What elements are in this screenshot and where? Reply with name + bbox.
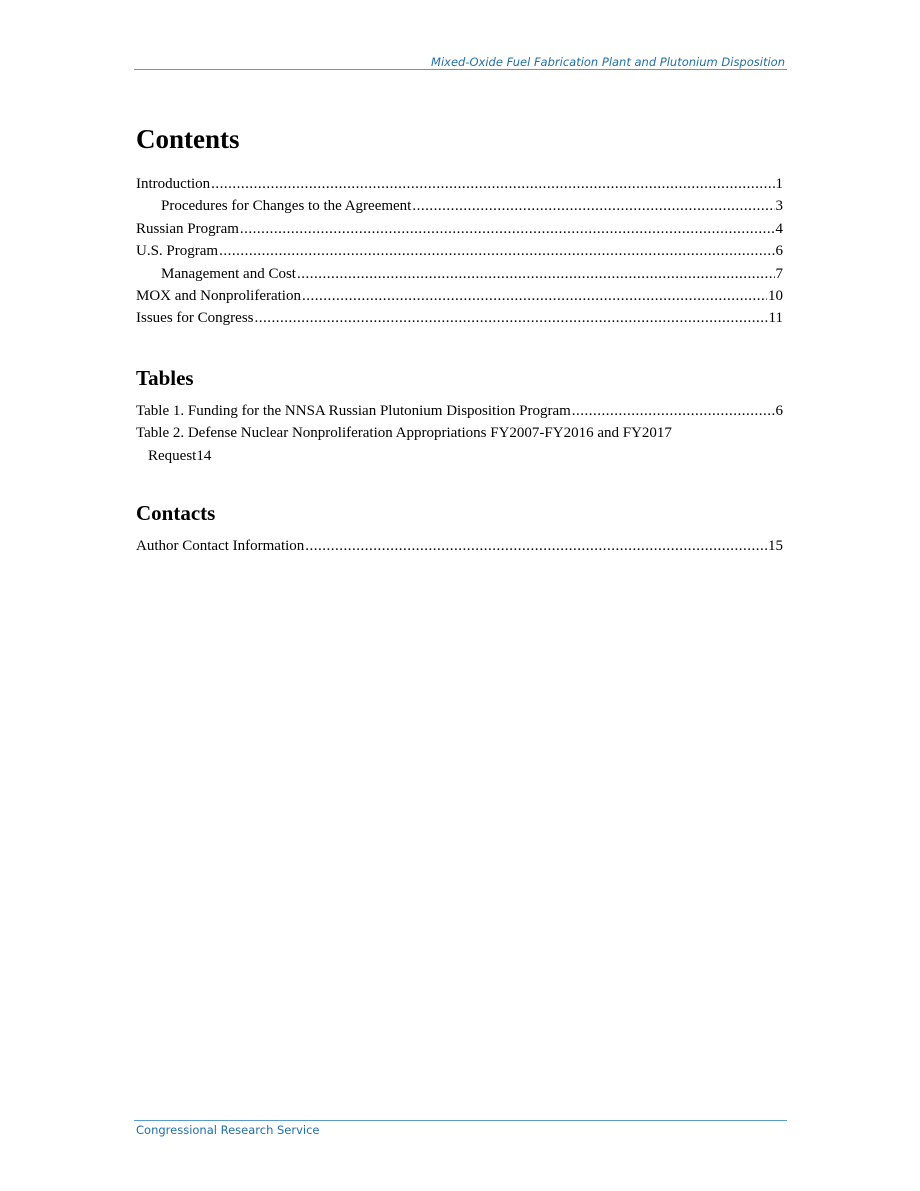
toc-entry-page: 4 [775,220,783,237]
toc-entry-page: 14 [196,447,212,464]
toc-entry-mox-and-nonproliferation[interactable] [136,285,783,307]
toc-entry-page: 11 [768,310,783,327]
toc-entry-page: 15 [768,538,783,554]
toc-entry-russian-program[interactable] [136,218,783,240]
toc-entry-label: MOX and Nonproliferation [136,288,301,305]
footer-divider [134,1120,787,1121]
dot-leader [211,173,774,195]
toc-entry-label: Introduction [136,176,211,192]
toc-entry-table-1[interactable] [136,400,783,422]
dot-leader [305,535,767,557]
toc-entry-continuation [136,445,783,467]
toc-entry-management-and-cost[interactable] [136,263,783,285]
dot-leader [302,285,767,307]
toc-entry-label-line-2: Request [148,447,197,464]
toc-entry-label: Management and Cost [161,265,296,282]
contacts-list [136,535,783,557]
tables-heading: Tables [136,366,194,390]
tables-list [136,400,783,467]
dot-leader [297,263,775,285]
dot-leader [240,218,775,240]
footer-publisher: Congressional Research Service [136,1123,320,1137]
running-header-title: Mixed-Oxide Fuel Fabrication Plant and Plutonium Disposition [431,55,785,69]
toc-entry-label-line-1: Table 2. Defense Nuclear Nonproliferation Appropriations FY2007-FY2016 and FY2017 [136,425,672,442]
toc-entry-us-program[interactable] [136,240,783,262]
toc-entry-page: 7 [775,265,783,282]
toc-entry-label: Issues for Congress [136,310,254,327]
dot-leader [412,195,774,217]
toc-entry-label: Table 1. Funding for the NNSA Russian Plutonium Disposition Program [136,403,571,419]
toc-entry-label: U.S. Program [136,243,219,260]
contents-heading: Contents [136,124,240,154]
dot-leader [255,307,768,329]
header-divider [134,69,787,70]
toc-entry-label: Procedures for Changes to the Agreement [161,198,412,215]
toc-entry-introduction[interactable] [136,173,783,195]
toc-entry-author-contact-information[interactable] [136,535,783,557]
toc-entry-label: Author Contact Information [136,538,305,554]
toc-entry-label: Russian Program [136,220,239,237]
dot-leader [572,400,775,422]
contents-list [136,173,783,330]
toc-entry-issues-for-congress[interactable] [136,307,783,329]
toc-entry-procedures-for-changes[interactable] [136,195,783,217]
toc-entry-page: 10 [768,288,783,305]
toc-entry-page: 1 [775,176,783,192]
contacts-heading: Contacts [136,501,216,525]
toc-entry-page: 3 [775,198,783,215]
toc-entry-page: 6 [775,243,783,260]
toc-entry-page: 6 [775,403,783,419]
dot-leader [219,240,774,262]
toc-entry-table-2[interactable] [136,422,783,467]
